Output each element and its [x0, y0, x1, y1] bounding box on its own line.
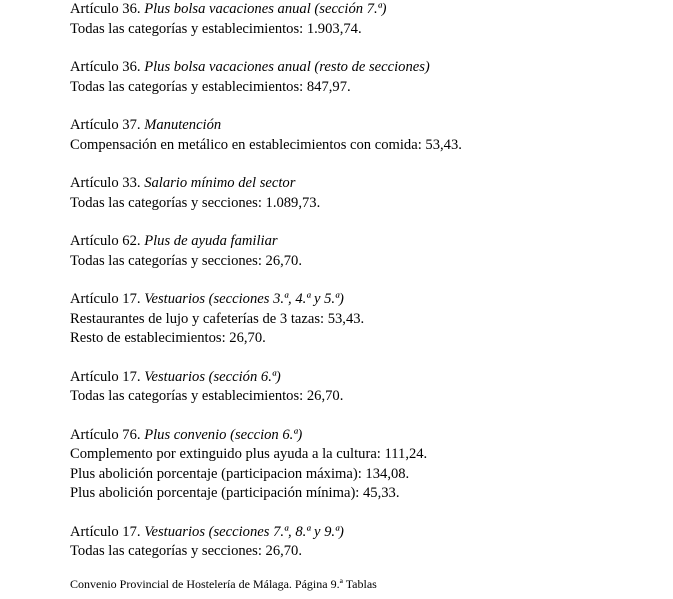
- article-number: Artículo 17.: [70, 291, 141, 307]
- entry-heading: [70, 232, 660, 252]
- entry-heading: [70, 426, 660, 446]
- entry-plus-bolsa-vacaciones-seccion-7: [70, 0, 660, 39]
- entry-heading: [70, 368, 660, 388]
- article-number: Artículo 76.: [70, 426, 141, 443]
- entry-manutencion: [70, 116, 660, 155]
- entry-heading: [70, 523, 660, 543]
- entry-plus-bolsa-vacaciones-resto: [70, 58, 660, 97]
- article-title: Vestuarios (secciones 3.ª, 4.ª y 5.ª): [144, 291, 344, 307]
- article-title: Plus bolsa vacaciones anual (sección 7.ª): [144, 1, 387, 17]
- entry-line: Compensación en metálico en establecimientos con comida: 53,43.: [70, 136, 462, 153]
- article-title: Salario mínimo del sector: [144, 175, 296, 191]
- article-title: Plus convenio (seccion 6.ª): [144, 426, 303, 443]
- entry-line: Todas las categorías y secciones: 26,70.: [70, 252, 303, 269]
- entry-heading: [70, 0, 660, 20]
- entry-line: Plus abolición porcentaje (participación mínima): 45,33.: [70, 485, 400, 501]
- entry-line: Resto de establecimientos: 26,70.: [70, 330, 266, 346]
- entry-heading: [70, 58, 660, 78]
- entry-heading: [70, 116, 660, 136]
- document-body: [70, 0, 660, 581]
- article-number: Artículo 33.: [70, 175, 141, 191]
- article-title: Manutención: [144, 117, 222, 133]
- entry-line: Complemento por extinguido plus ayuda a la cultura: 111,24.: [70, 446, 428, 462]
- entry-line: Todas las categorías y establecimientos: 26,70.: [70, 388, 344, 404]
- entry-line: Restaurantes de lujo y cafeterías de 3 tazas: 53,43.: [70, 310, 365, 327]
- entry-heading: [70, 290, 660, 310]
- entry-heading: [70, 174, 660, 194]
- entry-vestuarios-secciones-3-4-5: [70, 290, 660, 349]
- entry-salario-minimo: [70, 174, 660, 213]
- entry-vestuarios-secciones-7-8-9: [70, 523, 660, 562]
- entry-line: Plus abolición porcentaje (participacion máxima): 134,08.: [70, 465, 410, 482]
- entry-line: Todas las categorías y establecimientos: 847,97.: [70, 78, 351, 95]
- article-title: Vestuarios (sección 6.ª): [144, 368, 281, 385]
- article-number: Artículo 62.: [70, 233, 141, 249]
- article-number: Artículo 17.: [70, 523, 141, 540]
- page-footer: Convenio Provincial de Hostelería de Málaga. Página 9.ª Tablas: [70, 577, 377, 591]
- entry-line: Todas las categorías y secciones: 26,70.: [70, 543, 303, 559]
- entry-vestuarios-seccion-6: [70, 368, 660, 407]
- article-title: Vestuarios (secciones 7.ª, 8.ª y 9.ª): [144, 523, 344, 540]
- article-title: Plus de ayuda familiar: [144, 233, 278, 249]
- entry-plus-convenio-seccion-6: [70, 426, 660, 504]
- article-number: Artículo 36.: [70, 1, 141, 17]
- article-number: Artículo 17.: [70, 368, 141, 385]
- article-number: Artículo 37.: [70, 117, 141, 133]
- entry-line: Todas las categorías y establecimientos: 1.903,74.: [70, 20, 362, 37]
- entry-plus-ayuda-familiar: [70, 232, 660, 271]
- entry-line: Todas las categorías y secciones: 1.089,73.: [70, 194, 321, 211]
- article-title: Plus bolsa vacaciones anual (resto de secciones): [144, 59, 430, 75]
- article-number: Artículo 36.: [70, 59, 141, 75]
